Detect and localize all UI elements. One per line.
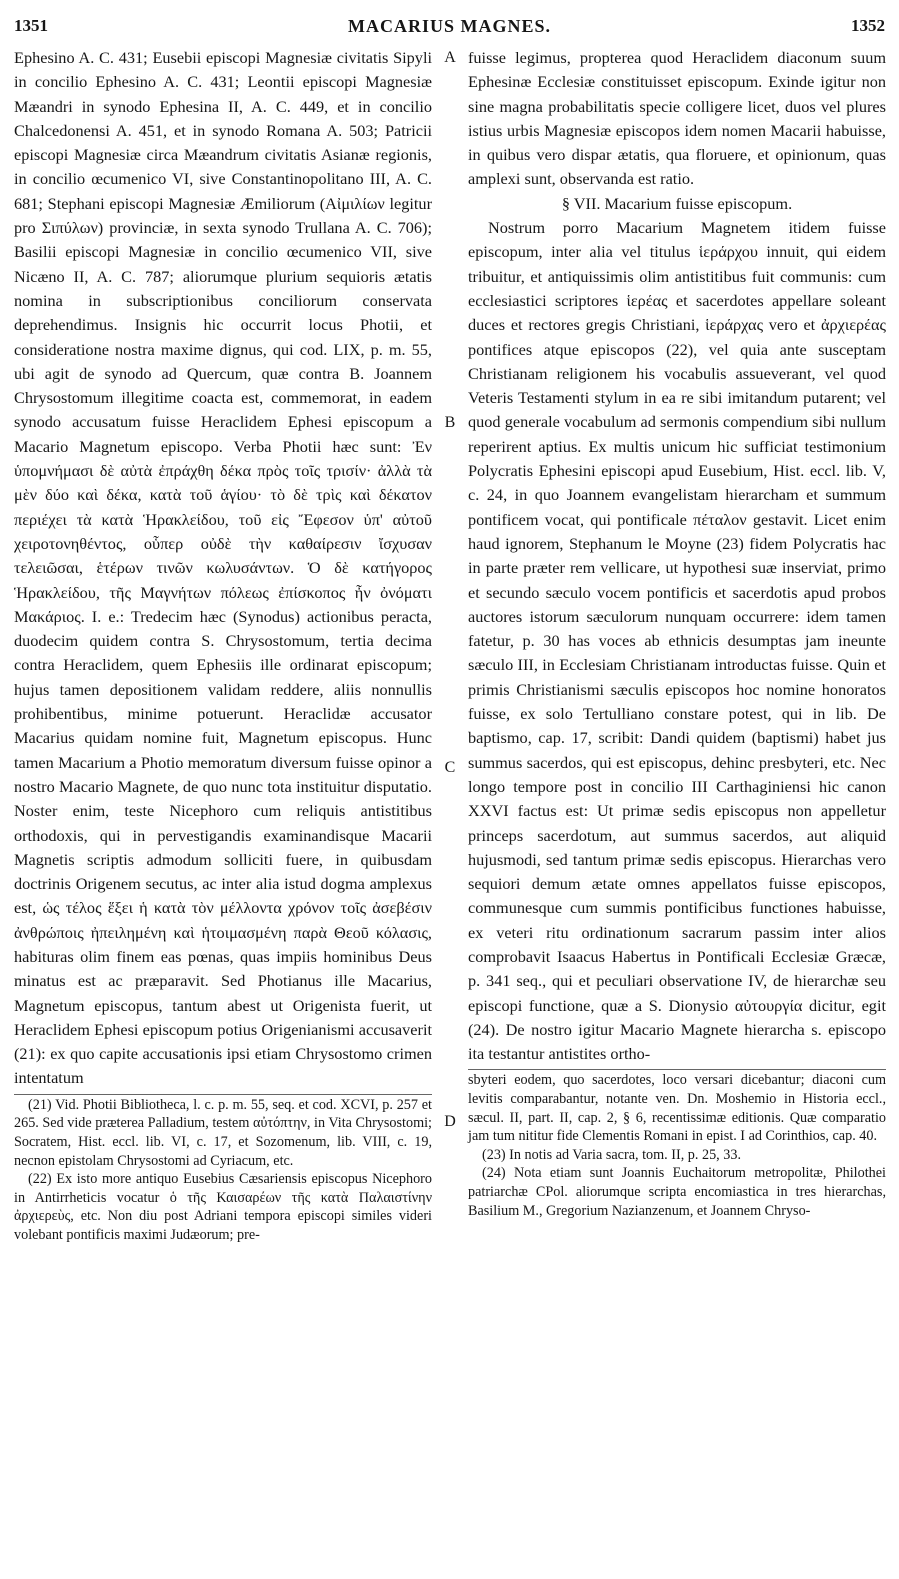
left-column-text: Ephesino A. C. 431; Eusebii episcopi Magnesiæ civitatis Sipyli in concilio Ephesino A. C. 431; Leontii episcopi Magnesiæ Mæandri in synodo Ephesina II, A. C. 449, et in concilio Chalcedonensi A. 451, et in synodo Romana A. 503; Patricii episcopi Magnesiæ circa Mæandrum civitatis Asianæ regionis, in concilio œcumenico VI, sive Constantinopolitano III, A. C. 681; Stephani episcopi Magnesiæ Æmiliorum (Αἰμιλίων legitur pro Σιπύλων) provinciæ, in sexta synodo Trullana A. C. 706); Basilii episcopi Magnesiæ in concilio œcumenico VII, sive Nicæno II, A. C. 787; aliorumque plurium sequioris ætatis nomina in subscriptionibus conciliorum conservata deprehendimus. Insignis hic occurrit locus Photii, et consideratione nostra maxime dignus, qui cod. LIX, p. m. 55, ubi agit de synodo ad Quercum, quæ contra B. Joannem Chrysostomum illegitime coacta est, commemorat, in eadem synodo accusatum fuisse Heraclidem Ephesi episcopum a Macario Magnetum episcopo. Verba Photii hæc sunt: Ἐν ὑπομνήμασι δὲ αὐτὰ ἐπράχθη δέκα πρὸς τοῖς τρισίν· ἀλλὰ τὰ μὲν δύο καὶ δέκα, κατὰ τοῦ ἁγίου· τὸ δὲ τρὶς καὶ δέκατον περιέχει τὰ κατὰ Ἡρακλείδου, τοῦ εἰς Ἔφεσον ὑπ' αὐτοῦ χειροτονηθέντος, οὗπερ οὐδὲ τὴν καθαίρεσιν ἴσχυσαν τελειῶσαι, ἑτέρων τινῶν κωλυσάντων. Ὁ δὲ κατήγορος Ἡρακλείδου, τῆς Μαγνήτων πόλεως ἐπίσκοπος ἦν ὀνόματι Μακάριος. I. e.: Tredecim hæc (Synodus) actionibus peracta, duodecim quidem contra S. Chrysostomum, tertia decima contra Heraclidem, quem Ephesiis ille ordinarat episcopum; hujus tamen depositionem validam reddere, aliis nonnullis prohibentibus, minime potuerunt. Heraclidæ accusator Macarius quidam nomine fuit, Magnetum episcopus. Hunc tamen Macarium a Photio memoratum diversum fuisse opinor a nostro Macario Magnete, de quo nunc tota instituitur disputatio. Noster enim, teste Nicephoro cum reliquis antistitibus orthodoxis, qui in pervestigandis examinandisque Macarii Magnetis scriptis admodum solliciti fuere, in quibusdam doctrinis Origenem secutus, ac inter alia istud dogma amplexus est, ὡς τέλος ἕξει ἡ κατὰ τὸν μέλλοντα χρόνον τοῖς ἀσεβέσιν ἀνθρώποις ἠπειλημένη καὶ ἡτοιμασμένη παρὰ Θεοῦ κόλασις, habituras olim finem eas pœnas, quas impiis hominibus Deus minatus est ac præparavit. Sed Photianus ille Macarius, Magnetum episcopus, tantum abest ut Origenista fuerit, ut Heraclidem Ephesi episcopum potius Origenianismi accusaverit (21): ex quo capite accusationis ipsi etiam Chrysostomo crimen intentatum: [14, 48, 432, 1088]
page-number-right: 1352: [851, 16, 885, 35]
footnote-22: (22) Ex isto more antiquo Eusebius Cæsariensis episcopus Nicephoro in Antirrheticis vocatur ὁ τῆς Καισαρέων τῆς κατὰ Παλαιστίνην ἀρχιερεὺς, etc. Non diu post Adriani tempora episcopi similes videri volebant pontificis maximi Judæorum; pre-: [14, 1171, 432, 1243]
margin-letter-b: B: [444, 414, 456, 431]
right-column: [468, 46, 886, 1220]
page-number-left: 1351: [14, 16, 48, 35]
footnote-23: (23) In notis ad Varia sacra, tom. II, p. 25, 33.: [482, 1146, 741, 1163]
footnote-24: (24) Nota etiam sunt Joannis Euchaitorum metropolitæ, Philothei patriarchæ CPol. aliorumque scripta encomiastica in tres hierarchas, Basilium M., Gregorium Nazianzenum, et Joannem Chryso-: [468, 1165, 886, 1219]
right-column-body: Nostrum porro Macarium Magnetem itidem fuisse episcopum, inter alia vel titulus ἱεράρχου innuit, qui eidem tribuitur, et antiquissimis olim antistitibus fuit communis: cum ecclesiastici scriptores ἱερέας et sacerdotes appellare soleant duces et rectores gregis Christiani, ἱεράρχας vero et ἀρχιερέας pontifices atque episcopos (22), vel quia ante susceptam Christianam religionem his vocabulis assueverant, vel quod Veteris Testamenti stylum in ea re sibi imitandum putarent; vel quod generale vocabulum ad sermonis compendium sibi nullum reperirent aptius. Ex multis unicum hic sufficiat testimonium Polycratis Ephesini episcopi apud Eusebium, Hist. eccl. lib. V, c. 24, in quo Joannem evangelistam hierarcham et summum pontificem vocat, qui pontificale πέταλον gestavit. Licet enim haud ignorem, Stephanum le Moyne (23) fidem Polycratis hac in parte præter rem vellicare, ut hypothesi suæ inserviat, primo et secundo sæculo vocem pontificis et sacerdotis apud probos auctores istorum sæculorum nunquam occurrere: idem tamen fatetur, p. 30 has voces ab ethnicis desumptas jam ineunte sæculo III, in Ecclesiam Christianam introductas fuisse. Quin et primis Christianismi sæculis episcopos hoc nomine honoratos fuisse, ex solo Tertulliano constare potest, qui in lib. De baptismo, cap. 17, scribit: Dandi quidem (baptismi) habet jus summus sacerdos, qui est episcopus, dehinc presbyteri, etc. Nec longo tempore post in concilio III Carthaginiensi hic canon XXVI factus est: Ut primæ sedis episcopus non appelletur princeps sacerdotum, aut summus sacerdos, aut aliquid hujusmodi, sed tantum primæ sedis episcopus. Hierarchas vero sequiori demum ætate omnes appellatos fuisse episcopos, communesque cum summis pontificibus functiones habuisse, ex veteri ritu ordinationum sacrarum passim inter alios comprobavit Isaacus Habertus in Pontificali Ecclesiæ Græcæ, p. 341 seq., qui et peculiari observatione IV, de hierarchæ seu episcopi functione, quæ a S. Dionysio αὐτουργία dicitur, egit (24). De nostro igitur Macario Magnete hierarcha s. episcopo ita testantur antistites ortho-: [468, 218, 886, 1064]
section-heading: § VII. Macarium fuisse episcopum.: [561, 193, 793, 213]
running-head: [14, 16, 885, 40]
left-column: [14, 46, 432, 1245]
margin-letter-c: C: [444, 759, 456, 776]
margin-letter-a: A: [444, 49, 456, 66]
footnote-rule-left: [14, 1094, 432, 1095]
footnote-22-continued: sbyteri eodem, quo sacerdotes, loco versari dicebantur; diaconi cum levitis comparabantur, notante ven. Dn. Moshemio in Historia eccl., sæcul. II, part. II, cap. 2, § 6, recentissimæ editionis. Quæ comparatio jam tum nititur fide Clementis Romani in epist. I ad Corinthios, cap. 40.: [468, 1072, 886, 1145]
footnote-21: (21) Vid. Photii Bibliotheca, l. c. p. m. 55, seq. et cod. XCVI, p. 257 et 265. Sed vide præterea Palladium, testem αὐτόπτην, in Vita Chrysostomi; Socratem, Hist. eccl. lib. VI, c. 17, et Sozomenum, lib. VIII, c. 19, necnon epistolam Chrysostomi ad Cyriacum, etc.: [14, 1096, 432, 1169]
left-footnotes: [14, 1096, 432, 1245]
right-column-intro: fuisse legimus, propterea quod Heraclidem diaconum suum Ephesinæ Ecclesiæ constituisset episcopum. Exinde igitur non sine magna probabilitatis specie colligere licet, duos vel plures istius urbis Magnesiæ episcopos idem nomen Macarii habuisse, in quibus vero dispar ætatis, qua floruere, et opinionum, quas amplexi sunt, observanda est ratio.: [468, 48, 886, 189]
running-title: MACARIUS MAGNES.: [347, 16, 551, 36]
margin-letter-d: D: [444, 1113, 456, 1130]
right-footnotes: [468, 1071, 886, 1220]
footnote-rule-right: [468, 1069, 886, 1070]
